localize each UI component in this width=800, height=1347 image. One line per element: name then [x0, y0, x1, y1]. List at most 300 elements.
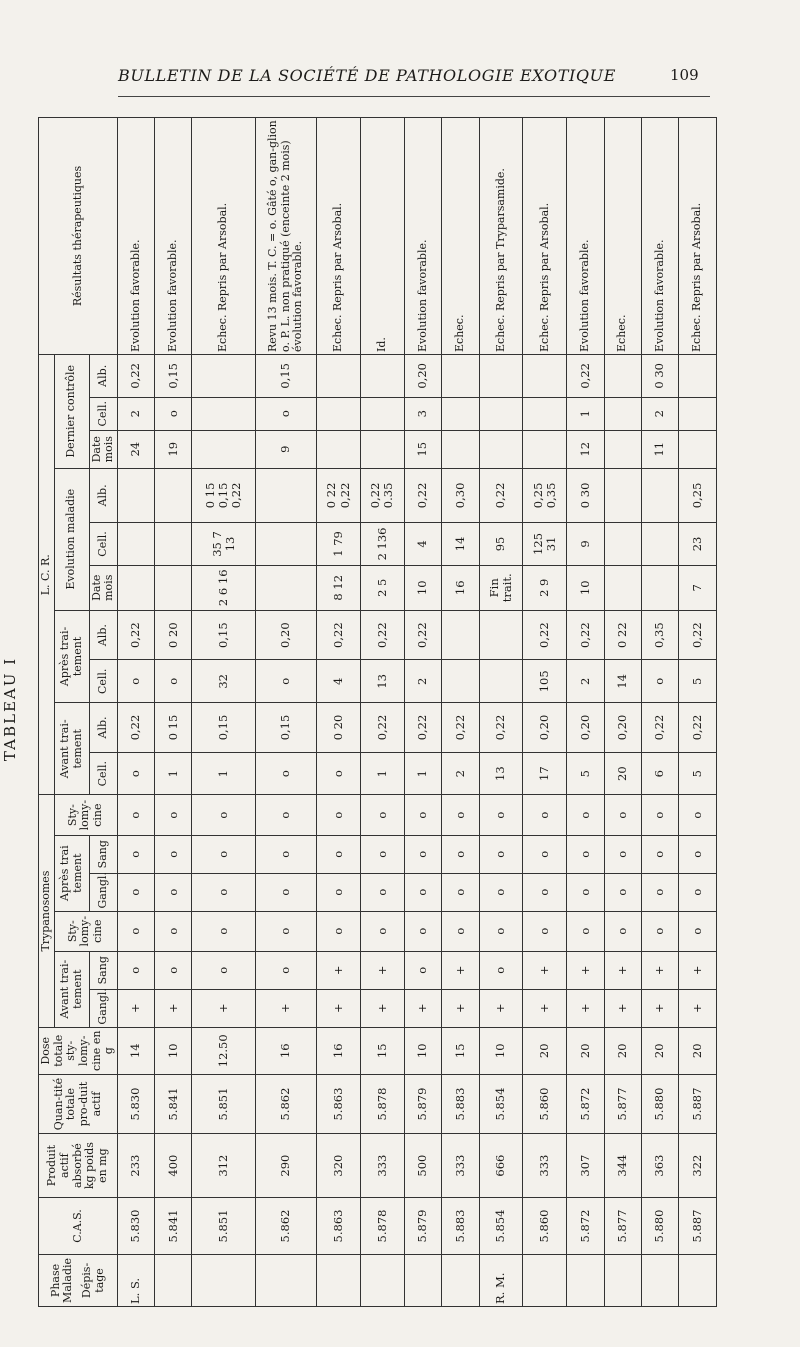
lcr-evolution: Evolution maladie — [54, 468, 89, 610]
cell-dernier-alb — [442, 354, 479, 397]
cell-tryp-apres-lcr: o — [317, 795, 361, 835]
page-number: 109 — [670, 66, 699, 84]
h-cell-2: Cell. — [89, 660, 117, 703]
cell-lcr-apres-cell: 2 — [567, 660, 604, 703]
cell-tryp-apres-lcr: o — [604, 795, 641, 835]
cell-dernier-date — [679, 430, 716, 468]
cell-evol-cell: 2 136 — [361, 523, 405, 566]
cell-lcr-apres-alb: 0 22 — [604, 610, 641, 660]
cell-tryp-avant-sang: + — [567, 951, 604, 989]
cell-evol-date — [641, 565, 678, 610]
cell-evol-date — [155, 565, 192, 610]
cell-evol-cell: 95 — [479, 523, 523, 566]
cell-resultat: Echec. Repris par Arsobal. — [192, 118, 256, 355]
cell-evol-alb: 0,25 0,35 — [523, 468, 567, 522]
cell-cas: 5.872 — [567, 1198, 604, 1255]
cell-lcr-avant-alb: 0,22 — [442, 703, 479, 753]
cell-resultat: Echec. — [604, 118, 641, 355]
cell-dernier-cell — [523, 397, 567, 430]
cell-phase — [604, 1254, 641, 1306]
cell-phase — [567, 1254, 604, 1306]
cell-lcr-avant-cell: 2 — [442, 752, 479, 795]
cell-produit: 500 — [404, 1134, 441, 1198]
cell-lcr-avant-cell: 5 — [567, 752, 604, 795]
cell-lcr-avant-alb: 0,22 — [361, 703, 405, 753]
h-alb-2: Alb. — [89, 610, 117, 660]
cell-cas: 5.878 — [361, 1198, 405, 1255]
cell-dernier-date — [361, 430, 405, 468]
cell-resultat: Echec. Repris par Arsobal. — [317, 118, 361, 355]
cell-lcr-avant-alb: 0,20 — [523, 703, 567, 753]
cell-tryp-avant-sang: o — [404, 951, 441, 989]
cell-tryp-avant-gangl: + — [192, 989, 256, 1027]
cell-tryp-apres-gangl: o — [679, 873, 716, 911]
cell-resultat: Echec. — [442, 118, 479, 355]
tryp-avant-stylo: Sty-lomy-cine — [54, 911, 117, 951]
cell-evol-date: Fin trait. — [479, 565, 523, 610]
h-sang-1: Sang — [89, 951, 117, 989]
cell-dernier-cell — [679, 397, 716, 430]
cell-resultat: Evolution favorable. — [641, 118, 678, 355]
table-row — [192, 118, 256, 1307]
group-trypanosomes: Trypanosomes — [39, 795, 55, 1027]
cell-tryp-avant-sang: o — [256, 951, 317, 989]
cell-dernier-cell — [192, 397, 256, 430]
cell-phase — [155, 1254, 192, 1306]
cell-evol-date: 2 6 16 — [192, 565, 256, 610]
cell-dose: 20 — [567, 1027, 604, 1074]
cell-dernier-alb — [679, 354, 716, 397]
cell-tryp-apres-lcr: o — [442, 795, 479, 835]
cell-tryp-avant-sang: + — [523, 951, 567, 989]
table-body — [117, 118, 716, 1307]
cell-quantite: 5.878 — [361, 1074, 405, 1133]
cell-cas: 5.862 — [256, 1198, 317, 1255]
h-gangl-2: Gangl. — [89, 873, 117, 911]
cell-lcr-apres-cell: 14 — [604, 660, 641, 703]
cell-dernier-cell — [317, 397, 361, 430]
cell-evol-alb: 0 30 — [567, 468, 604, 522]
cell-lcr-avant-alb: 0 20 — [317, 703, 361, 753]
cell-dose: 15 — [361, 1027, 405, 1074]
cell-dernier-cell: o — [155, 397, 192, 430]
cell-dernier-date: 9 — [256, 430, 317, 468]
cell-evol-cell: 23 — [679, 523, 716, 566]
cell-evol-cell — [641, 523, 678, 566]
cell-evol-date — [117, 565, 154, 610]
cell-tryp-avant-lcr: o — [567, 911, 604, 951]
h-date-2: Date mois — [89, 430, 117, 468]
cell-cas: 5.883 — [442, 1198, 479, 1255]
cell-evol-date: 2 9 — [523, 565, 567, 610]
cell-tryp-avant-gangl: + — [679, 989, 716, 1027]
cell-lcr-avant-alb: 0,22 — [479, 703, 523, 753]
cell-lcr-apres-alb: 0,22 — [679, 610, 716, 660]
cell-dernier-alb: 0,20 — [404, 354, 441, 397]
cell-dernier-cell: 2 — [641, 397, 678, 430]
cell-lcr-avant-alb: 0,20 — [567, 703, 604, 753]
table-row — [117, 118, 154, 1307]
col-depistage-label: Dépis-tage — [79, 1262, 106, 1299]
cell-tryp-apres-gangl: o — [604, 873, 641, 911]
cell-evol-date — [256, 565, 317, 610]
cell-cas: 5.887 — [679, 1198, 716, 1255]
cell-lcr-apres-cell: 13 — [361, 660, 405, 703]
cell-dernier-date — [604, 430, 641, 468]
cell-lcr-avant-cell: 1 — [192, 752, 256, 795]
cell-evol-date: 10 — [567, 565, 604, 610]
cell-dernier-alb: 0,15 — [155, 354, 192, 397]
cell-dernier-alb: 0 30 — [641, 354, 678, 397]
cell-lcr-avant-alb: 0,20 — [604, 703, 641, 753]
cell-tryp-avant-gangl: + — [256, 989, 317, 1027]
cell-evol-cell: 4 — [404, 523, 441, 566]
cell-tryp-avant-gangl: + — [361, 989, 405, 1027]
cell-evol-alb: 0 22 0,22 — [317, 468, 361, 522]
cell-lcr-apres-alb: 0,20 — [256, 610, 317, 660]
cell-dose: 10 — [404, 1027, 441, 1074]
cell-tryp-apres-lcr: o — [155, 795, 192, 835]
col-resultats: Résultats thérapeutiques — [39, 118, 118, 355]
lcr-dernier: Dernier contrôle — [54, 354, 89, 468]
cell-evol-date: 7 — [679, 565, 716, 610]
cell-evol-date — [604, 565, 641, 610]
cell-tryp-apres-gangl: o — [361, 873, 405, 911]
cell-produit: 400 — [155, 1134, 192, 1198]
table-row — [442, 118, 479, 1307]
cell-produit: 233 — [117, 1134, 154, 1198]
cell-tryp-apres-sang: o — [117, 835, 154, 873]
cell-lcr-avant-cell: 5 — [679, 752, 716, 795]
running-title: BULLETIN DE LA SOCIÉTÉ DE PATHOLOGIE EXOTIQUE — [118, 66, 616, 85]
cell-tryp-avant-lcr: o — [256, 911, 317, 951]
cell-evol-alb: 0,22 0.35 — [361, 468, 405, 522]
cell-lcr-avant-cell: 6 — [641, 752, 678, 795]
cell-tryp-avant-lcr: o — [192, 911, 256, 951]
cell-tryp-apres-lcr: o — [192, 795, 256, 835]
cell-tryp-apres-sang: o — [679, 835, 716, 873]
cell-phase — [442, 1254, 479, 1306]
h-cell-4: Cell. — [89, 397, 117, 430]
cell-dernier-date — [479, 430, 523, 468]
col-phase — [39, 1254, 118, 1306]
cell-quantite: 5.830 — [117, 1074, 154, 1133]
cell-tryp-apres-sang: o — [317, 835, 361, 873]
cell-tryp-apres-gangl: o — [117, 873, 154, 911]
cell-tryp-apres-lcr: o — [361, 795, 405, 835]
cell-tryp-avant-sang: + — [679, 951, 716, 989]
col-dose: Dose totale sty-lomy-cine en g — [39, 1027, 118, 1074]
cell-tryp-avant-lcr: o — [604, 911, 641, 951]
cell-quantite: 5.879 — [404, 1074, 441, 1133]
cell-dernier-alb — [361, 354, 405, 397]
cell-lcr-avant-cell: o — [256, 752, 317, 795]
cell-tryp-apres-sang: o — [361, 835, 405, 873]
cell-tryp-apres-sang: o — [641, 835, 678, 873]
cell-cas: 5.841 — [155, 1198, 192, 1255]
cell-tryp-avant-gangl: + — [117, 989, 154, 1027]
cell-tryp-avant-lcr: o — [523, 911, 567, 951]
header-rule — [118, 96, 710, 97]
cell-tryp-avant-lcr: o — [641, 911, 678, 951]
cell-produit: 333 — [361, 1134, 405, 1198]
cell-cas: 5.851 — [192, 1198, 256, 1255]
cell-phase — [641, 1254, 678, 1306]
cell-tryp-apres-gangl: o — [442, 873, 479, 911]
rotated-table-wrapper — [38, 117, 710, 1307]
cell-dernier-date: 15 — [404, 430, 441, 468]
cell-dernier-alb — [317, 354, 361, 397]
cell-lcr-apres-alb: 0,22 — [523, 610, 567, 660]
cell-cas: 5.877 — [604, 1198, 641, 1255]
cell-tryp-apres-sang: o — [479, 835, 523, 873]
cell-lcr-avant-alb: 0,22 — [117, 703, 154, 753]
cell-lcr-apres-alb: 0,22 — [317, 610, 361, 660]
cell-lcr-avant-cell: o — [317, 752, 361, 795]
cell-cas: 5.860 — [523, 1198, 567, 1255]
table-row — [523, 118, 567, 1307]
cell-phase: R. M. — [479, 1254, 523, 1306]
table-row — [404, 118, 441, 1307]
cell-lcr-apres-cell: 32 — [192, 660, 256, 703]
cell-quantite: 5.887 — [679, 1074, 716, 1133]
cell-tryp-apres-lcr: o — [117, 795, 154, 835]
cell-phase — [317, 1254, 361, 1306]
col-phase-label: Phase Maladie — [48, 1257, 75, 1303]
cell-tryp-apres-sang: o — [604, 835, 641, 873]
cell-lcr-apres-cell: 4 — [317, 660, 361, 703]
cell-tryp-avant-gangl: + — [567, 989, 604, 1027]
cell-dose: 20 — [604, 1027, 641, 1074]
cell-tryp-avant-sang: + — [641, 951, 678, 989]
cell-lcr-avant-alb: 0,15 — [192, 703, 256, 753]
cell-cas: 5.879 — [404, 1198, 441, 1255]
cell-evol-cell: 125 31 — [523, 523, 567, 566]
cell-evol-date: 16 — [442, 565, 479, 610]
cell-lcr-apres-cell: o — [155, 660, 192, 703]
cell-tryp-apres-lcr: o — [641, 795, 678, 835]
cell-tryp-apres-lcr: o — [479, 795, 523, 835]
cell-cas: 5.863 — [317, 1198, 361, 1255]
cell-evol-date: 2 5 — [361, 565, 405, 610]
cell-evol-alb — [604, 468, 641, 522]
cell-evol-date: 8 12 — [317, 565, 361, 610]
cell-dernier-alb: 0,22 — [117, 354, 154, 397]
cell-phase — [256, 1254, 317, 1306]
lcr-avant: Avant trai-tement — [54, 703, 89, 795]
cell-dernier-cell — [442, 397, 479, 430]
cell-lcr-avant-alb: 0,22 — [641, 703, 678, 753]
cell-tryp-avant-sang: o — [155, 951, 192, 989]
cell-tryp-apres-sang: o — [523, 835, 567, 873]
cell-tryp-avant-gangl: + — [523, 989, 567, 1027]
cell-dernier-cell: 1 — [567, 397, 604, 430]
cell-quantite: 5.862 — [256, 1074, 317, 1133]
cell-dernier-cell — [604, 397, 641, 430]
cell-lcr-avant-cell: o — [117, 752, 154, 795]
cell-cas: 5.854 — [479, 1198, 523, 1255]
cell-lcr-apres-alb: 0,22 — [404, 610, 441, 660]
cell-phase — [192, 1254, 256, 1306]
cell-lcr-apres-alb: 0,15 — [192, 610, 256, 660]
cell-tryp-apres-gangl: o — [641, 873, 678, 911]
cell-quantite: 5.851 — [192, 1074, 256, 1133]
cell-lcr-avant-cell: 17 — [523, 752, 567, 795]
cell-produit: 363 — [641, 1134, 678, 1198]
cell-evol-cell — [256, 523, 317, 566]
cell-tryp-apres-lcr: o — [679, 795, 716, 835]
cell-dose: 20 — [523, 1027, 567, 1074]
tryp-avant: Avant trai-tement — [54, 951, 89, 1027]
cell-lcr-apres-cell — [442, 660, 479, 703]
cell-lcr-apres-alb: 0,22 — [361, 610, 405, 660]
cell-tryp-avant-gangl: + — [442, 989, 479, 1027]
cell-evol-cell — [604, 523, 641, 566]
cell-tryp-avant-lcr: o — [317, 911, 361, 951]
cell-tryp-apres-gangl: o — [479, 873, 523, 911]
cell-lcr-apres-alb — [442, 610, 479, 660]
cell-cas: 5.880 — [641, 1198, 678, 1255]
cell-dose: 20 — [641, 1027, 678, 1074]
cell-tryp-apres-sang: o — [567, 835, 604, 873]
cell-lcr-apres-cell: o — [641, 660, 678, 703]
cell-lcr-apres-cell: o — [117, 660, 154, 703]
cell-lcr-avant-cell: 1 — [404, 752, 441, 795]
cell-dose: 16 — [256, 1027, 317, 1074]
cell-resultat: Echec. Repris par Arsobal. — [523, 118, 567, 355]
cell-quantite: 5.877 — [604, 1074, 641, 1133]
cell-dose: 10 — [155, 1027, 192, 1074]
h-cell-1: Cell. — [89, 752, 117, 795]
cell-produit: 312 — [192, 1134, 256, 1198]
cell-quantite: 5.883 — [442, 1074, 479, 1133]
cell-dernier-date: 24 — [117, 430, 154, 468]
cell-quantite: 5.880 — [641, 1074, 678, 1133]
table-row — [256, 118, 317, 1307]
cell-phase — [404, 1254, 441, 1306]
cell-cas: 5.830 — [117, 1198, 154, 1255]
cell-evol-alb — [641, 468, 678, 522]
cell-quantite: 5.854 — [479, 1074, 523, 1133]
table-row — [641, 118, 678, 1307]
cell-tryp-apres-lcr: o — [256, 795, 317, 835]
cell-lcr-avant-cell: 1 — [361, 752, 405, 795]
cell-dernier-date — [442, 430, 479, 468]
cell-phase — [523, 1254, 567, 1306]
cell-produit: 333 — [523, 1134, 567, 1198]
cell-resultat: Revu 13 mois. T. C. = o. Gâté o, gan-glion o. P. L. non pratiqué (enceinte 2 mois) évolution favorable. — [256, 118, 317, 355]
h-gangl-1: Gangl. — [89, 989, 117, 1027]
cell-tryp-apres-sang: o — [192, 835, 256, 873]
cell-dernier-date — [192, 430, 256, 468]
table-row — [317, 118, 361, 1307]
cell-lcr-apres-cell — [479, 660, 523, 703]
cell-lcr-avant-alb: 0 15 — [155, 703, 192, 753]
cell-tryp-apres-gangl: o — [523, 873, 567, 911]
cell-dernier-alb — [479, 354, 523, 397]
h-sang-2: Sang — [89, 835, 117, 873]
results-table — [38, 117, 717, 1307]
cell-lcr-apres-alb: 0 20 — [155, 610, 192, 660]
cell-tryp-apres-lcr: o — [523, 795, 567, 835]
cell-tryp-avant-gangl: + — [604, 989, 641, 1027]
table-row — [479, 118, 523, 1307]
cell-tryp-apres-gangl: o — [256, 873, 317, 911]
cell-dernier-cell — [361, 397, 405, 430]
page-header — [0, 0, 800, 110]
cell-tryp-apres-sang: o — [404, 835, 441, 873]
cell-phase: L. S. — [117, 1254, 154, 1306]
cell-tryp-apres-sang: o — [155, 835, 192, 873]
cell-tryp-avant-gangl: + — [479, 989, 523, 1027]
cell-tryp-apres-lcr: o — [404, 795, 441, 835]
cell-tryp-avant-lcr: o — [679, 911, 716, 951]
header-row-1 — [39, 118, 55, 1307]
cell-tryp-avant-sang: o — [192, 951, 256, 989]
cell-phase — [679, 1254, 716, 1306]
cell-produit: 322 — [679, 1134, 716, 1198]
cell-resultat: Id. — [361, 118, 405, 355]
cell-dernier-date — [523, 430, 567, 468]
cell-tryp-avant-sang: o — [479, 951, 523, 989]
tryp-apres-stylo: Sty-lomy-cine — [54, 795, 117, 835]
table-row — [679, 118, 716, 1307]
cell-resultat: Echec. Repris par Arsobal. — [679, 118, 716, 355]
cell-evol-alb: 0,22 — [479, 468, 523, 522]
col-produit: Produit actif absorbé kg poids en mg — [39, 1134, 118, 1198]
cell-dernier-cell — [479, 397, 523, 430]
cell-resultat: Evolution favorable. — [155, 118, 192, 355]
cell-dernier-cell: 2 — [117, 397, 154, 430]
group-lcr: L. C. R. — [39, 354, 55, 795]
cell-tryp-apres-gangl: o — [567, 873, 604, 911]
cell-dernier-alb: 0,15 — [256, 354, 317, 397]
h-alb-1: Alb. — [89, 703, 117, 753]
col-cas: C.A.S. — [39, 1198, 118, 1255]
cell-tryp-apres-sang: o — [442, 835, 479, 873]
cell-tryp-avant-gangl: + — [155, 989, 192, 1027]
cell-produit: 666 — [479, 1134, 523, 1198]
cell-lcr-avant-cell: 13 — [479, 752, 523, 795]
cell-tryp-apres-gangl: o — [317, 873, 361, 911]
cell-tryp-avant-sang: + — [361, 951, 405, 989]
cell-evol-alb — [256, 468, 317, 522]
cell-lcr-avant-cell: 1 — [155, 752, 192, 795]
cell-produit: 307 — [567, 1134, 604, 1198]
cell-tryp-avant-sang: o — [117, 951, 154, 989]
cell-lcr-avant-alb: 0,22 — [679, 703, 716, 753]
cell-quantite: 5.841 — [155, 1074, 192, 1133]
cell-dose: 10 — [479, 1027, 523, 1074]
cell-lcr-avant-alb: 0,22 — [404, 703, 441, 753]
h-alb-4: Alb. — [89, 354, 117, 397]
cell-tryp-avant-gangl: + — [404, 989, 441, 1027]
cell-evol-alb: 0 15 0,15 0,22 — [192, 468, 256, 522]
cell-lcr-avant-cell: 20 — [604, 752, 641, 795]
table-row — [567, 118, 604, 1307]
cell-tryp-avant-lcr: o — [442, 911, 479, 951]
cell-dernier-date: 19 — [155, 430, 192, 468]
cell-tryp-apres-gangl: o — [404, 873, 441, 911]
cell-produit: 290 — [256, 1134, 317, 1198]
cell-dernier-alb — [192, 354, 256, 397]
cell-produit: 320 — [317, 1134, 361, 1198]
cell-resultat: Evolution favorable. — [117, 118, 154, 355]
cell-evol-cell — [117, 523, 154, 566]
cell-tryp-avant-lcr: o — [155, 911, 192, 951]
cell-dose: 15 — [442, 1027, 479, 1074]
table-label: TABLEAU I — [1, 656, 19, 762]
